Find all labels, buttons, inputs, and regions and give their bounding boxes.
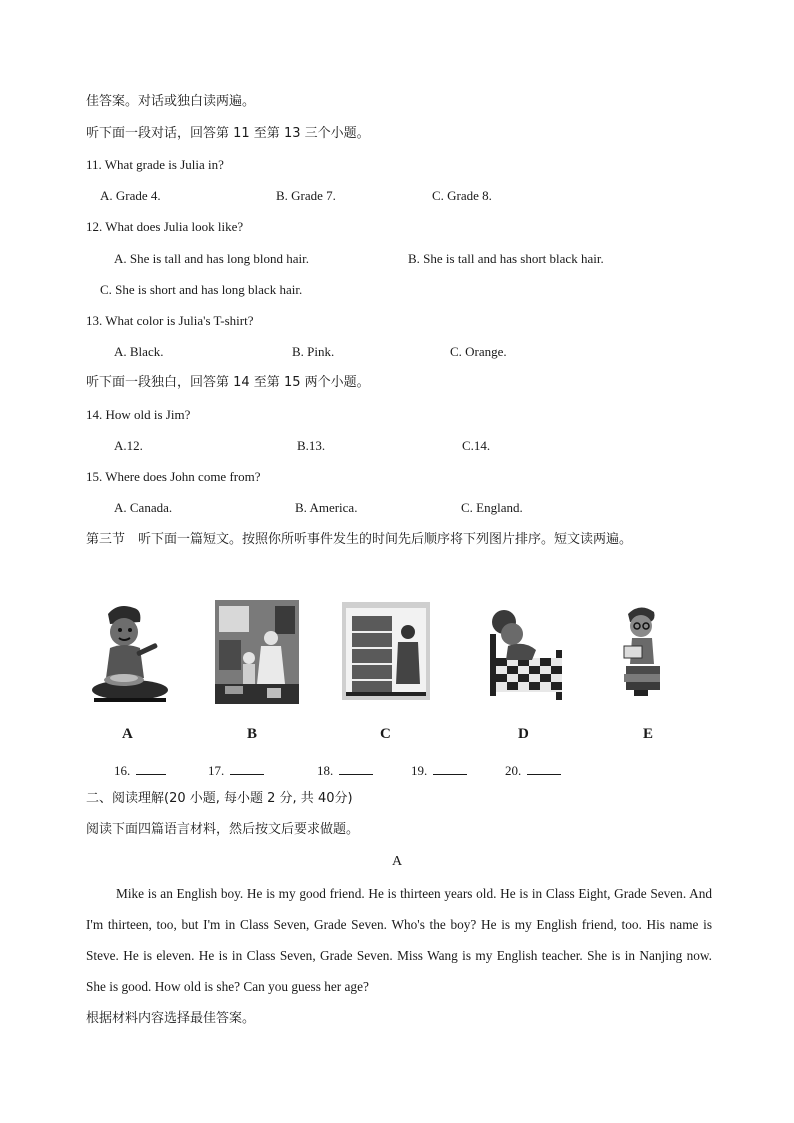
blank-number: 18. xyxy=(317,763,334,778)
part2-title: 二、阅读理解(20 小题, 每小题 2 分, 共 40分) xyxy=(86,791,353,806)
blank-number: 16. xyxy=(114,763,131,778)
passage-text: Mike is an English boy. He is my good friend. He is thirteen years old. He is in Class Eight, Grade Seven. And I'm thirteen, too, but I'm in Class Seven, Grade Seven. Who's the boy? He is my English friend, too. His name is Steve. He is eleven. He is in Class Seven, Grade Seven. Miss Wang is my English teacher. She is in Nanjing now. She is good. How old is she? Can you guess her age? xyxy=(86,886,712,994)
shop-shelf-icon xyxy=(342,602,430,700)
answer-blank-20[interactable] xyxy=(505,762,561,779)
question-13: 13. What color is Julia's T-shirt? xyxy=(86,313,254,328)
q11-option-c: C. Grade 8. xyxy=(432,188,492,203)
passage-a xyxy=(86,878,712,1002)
picture-label-b: B xyxy=(247,726,258,742)
q14-option-b: B.13. xyxy=(297,438,326,453)
q12-option-a: A. She is tall and has long blond hair. xyxy=(114,251,309,266)
blank-number: 19. xyxy=(411,763,428,778)
q14-option-a: A.12. xyxy=(114,438,143,453)
picture-label-a: A xyxy=(122,726,133,742)
answer-blank-17[interactable] xyxy=(208,762,264,779)
blank-number: 17. xyxy=(208,763,225,778)
blank-line[interactable] xyxy=(527,762,561,775)
boy-reading-icon xyxy=(620,602,664,698)
blank-line[interactable] xyxy=(136,762,166,775)
q13-option-a: A. Black. xyxy=(114,344,164,359)
family-kitchen-icon xyxy=(215,600,299,704)
q12-option-c: C. She is short and has long black hair. xyxy=(100,282,303,297)
question-11: 11. What grade is Julia in? xyxy=(86,157,224,172)
picture-label-c: C xyxy=(380,726,391,742)
section3-instruction: 第三节 听下面一篇短文。按照你所听事件发生的时间先后顺序将下列图片排序。短文读两遍。 xyxy=(86,532,633,547)
passage-label: A xyxy=(392,854,403,869)
dialog-instruction: 听下面一段对话，回答第 11 至第 13 三个小题。 xyxy=(86,126,370,141)
q15-option-b: B. America. xyxy=(295,500,358,515)
q15-option-c: C. England. xyxy=(461,500,523,515)
q14-option-c: C.14. xyxy=(462,438,491,453)
question-15: 15. Where does John come from? xyxy=(86,469,261,484)
child-eating-icon xyxy=(90,600,170,706)
blank-number: 20. xyxy=(505,763,522,778)
q12-option-b: B. She is tall and has short black hair. xyxy=(408,251,604,266)
picture-label-e: E xyxy=(643,726,654,742)
q11-option-b: B. Grade 7. xyxy=(276,188,336,203)
blank-line[interactable] xyxy=(230,762,264,775)
blank-line[interactable] xyxy=(339,762,373,775)
answer-blank-16[interactable] xyxy=(114,762,166,779)
question-14: 14. How old is Jim? xyxy=(86,407,191,422)
part2-instruction: 阅读下面四篇语言材料，然后按文后要求做题。 xyxy=(86,822,360,837)
q13-option-b: B. Pink. xyxy=(292,344,335,359)
child-in-bed-icon xyxy=(484,600,568,704)
monologue-instruction: 听下面一段独白，回答第 14 至第 15 两个小题。 xyxy=(86,375,370,390)
blank-line[interactable] xyxy=(433,762,467,775)
intro-tail: 佳答案。对话或独白读两遍。 xyxy=(86,94,256,109)
answer-blank-18[interactable] xyxy=(317,762,373,779)
answer-blank-19[interactable] xyxy=(411,762,467,779)
question-12: 12. What does Julia look like? xyxy=(86,219,244,234)
q15-option-a: A. Canada. xyxy=(114,500,173,515)
picture-label-d: D xyxy=(518,726,529,742)
answer-instruction: 根据材料内容选择最佳答案。 xyxy=(86,1011,256,1026)
q13-option-c: C. Orange. xyxy=(450,344,507,359)
q11-option-a: A. Grade 4. xyxy=(100,188,161,203)
